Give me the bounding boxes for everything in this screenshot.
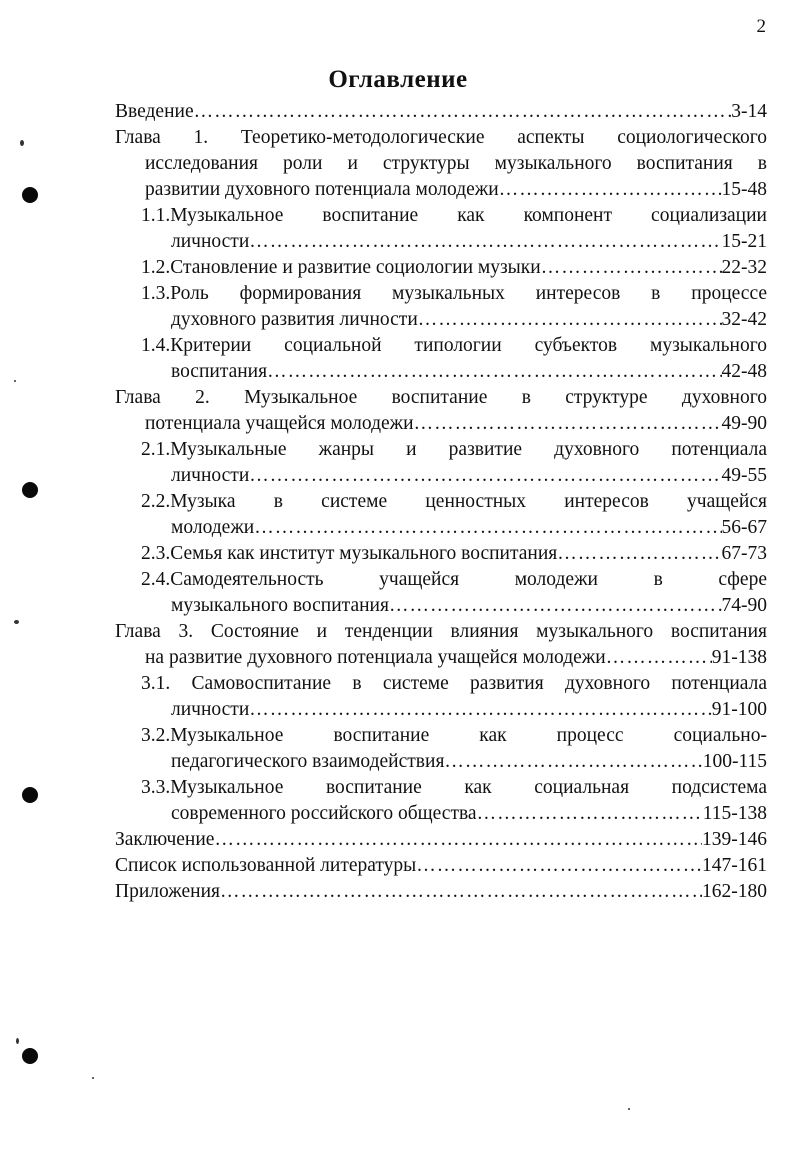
toc-entry-page: 3-14 [731, 101, 767, 122]
toc-entry-page: 100-115 [702, 751, 767, 772]
toc-entry-page: 162-180 [702, 881, 767, 902]
toc-entry-chapter-2 [115, 385, 767, 437]
toc-entry-conclusion [115, 827, 767, 853]
toc-entry-section-3-1 [115, 671, 767, 723]
toc-entry-page: 49-90 [721, 413, 767, 434]
scan-speck [628, 1108, 630, 1110]
toc-entry-title: Глава 2. Музыкальное воспитание в структуре духовного [115, 387, 767, 408]
punch-hole [22, 187, 38, 203]
toc-entry-page: 74-90 [721, 595, 767, 616]
toc-entry-section-3-2 [115, 723, 767, 775]
toc-entry-section-2-4 [115, 567, 767, 619]
scan-speck [20, 140, 24, 146]
scan-speck [14, 380, 16, 382]
toc-entry-page: 22-32 [721, 257, 767, 278]
toc-entry-title-cont: духовного развития личности [171, 309, 418, 330]
toc-entry-page: 49-55 [721, 465, 767, 486]
toc-entry-page: 91-100 [711, 699, 767, 720]
toc-entry-page: 15-21 [721, 231, 767, 252]
toc-entry-page: 91-138 [711, 647, 767, 668]
toc-entry-section-1-4 [115, 333, 767, 385]
toc-entry-title: 2.4.Самодеятельность учащейся молодежи в сфере [141, 569, 767, 590]
toc-entry-page: 147-161 [702, 855, 767, 876]
toc-entry-title: 1.2.Становление и развитие социологии музыки [141, 257, 541, 278]
toc-entry-page: 15-48 [721, 179, 767, 200]
toc-entry-section-2-3 [115, 541, 767, 567]
toc-entry-section-1-3 [115, 281, 767, 333]
toc-entry-title-cont: исследования роли и структуры музыкального воспитания в [145, 153, 767, 174]
toc-entry-introduction [115, 99, 767, 125]
toc-entry-title: Список использованной литературы [115, 855, 417, 876]
toc-entry-title: 1.1.Музыкальное воспитание как компонент социализации [141, 205, 767, 226]
toc-entry-title: Глава 1. Теоретико-методологические аспекты социологического [115, 127, 767, 148]
toc-entry-title: 3.2.Музыкальное воспитание как процесс социально- [141, 725, 767, 746]
scan-speck [16, 1038, 19, 1044]
toc-entry-page: 42-48 [721, 361, 767, 382]
toc-entry-page: 32-42 [721, 309, 767, 330]
scan-speck [14, 620, 19, 624]
toc-entry-appendices [115, 879, 767, 905]
toc-entry-title: 3.3.Музыкальное воспитание как социальная подсистема [141, 777, 767, 798]
toc-entry-title-cont: личности [171, 465, 250, 486]
page-title: Оглавление [328, 66, 468, 93]
toc-entry-chapter-1 [115, 125, 767, 203]
toc-entry-title: 2.2.Музыка в системе ценностных интересов учащейся [141, 491, 767, 512]
toc-entry-title-cont: молодежи [171, 517, 255, 538]
toc-entry-title: Введение [115, 101, 194, 122]
punch-hole [22, 1048, 38, 1064]
toc-entry-title-cont: на развитие духовного потенциала учащейся молодежи [145, 647, 606, 668]
toc-entry-title: 2.1.Музыкальные жанры и развитие духовного потенциала [141, 439, 767, 460]
toc-entry-title-cont: педагогического взаимодействия [171, 751, 445, 772]
toc-entry-title: Глава 3. Состояние и тенденции влияния музыкального воспитания [115, 621, 767, 642]
toc-entry-section-1-1 [115, 203, 767, 255]
punch-hole [22, 787, 38, 803]
toc-entry-title-cont: потенциала учащейся молодежи [145, 413, 414, 434]
toc-entry-title-cont: личности [171, 699, 250, 720]
page-number: 2 [756, 16, 766, 37]
toc-entry-title: 1.4.Критерии социальной типологии субъектов музыкального [141, 335, 767, 356]
toc-entry-title: 2.3.Семья как институт музыкального воспитания [141, 543, 558, 564]
toc-entry-title-cont: воспитания [171, 361, 268, 382]
toc-entry-page: 67-73 [721, 543, 767, 564]
toc-entry-page: 139-146 [702, 829, 767, 850]
toc-entry-title: Приложения [115, 881, 220, 902]
toc-entry-page: 115-138 [702, 803, 767, 824]
toc-entry-section-1-2 [115, 255, 767, 281]
toc-entry-title-cont: современного российского общества [171, 803, 477, 824]
toc-entry-section-2-2 [115, 489, 767, 541]
toc-entry-title: Заключение [115, 829, 215, 850]
table-of-contents [115, 99, 767, 905]
toc-entry-section-3-3 [115, 775, 767, 827]
toc-entry-page: 56-67 [721, 517, 767, 538]
toc-entry-section-2-1 [115, 437, 767, 489]
toc-entry-title: 3.1. Самовоспитание в системе развития духовного потенциала [141, 673, 767, 694]
punch-hole [22, 482, 38, 498]
toc-entry-title-cont: личности [171, 231, 250, 252]
toc-entry-chapter-3 [115, 619, 767, 671]
toc-entry-title: 1.3.Роль формирования музыкальных интересов в процессе [141, 283, 767, 304]
scan-speck [92, 1077, 94, 1079]
toc-entry-references [115, 853, 767, 879]
toc-entry-title-cont: развитии духовного потенциала молодежи [145, 179, 499, 200]
toc-entry-title-cont: музыкального воспитания [171, 595, 389, 616]
